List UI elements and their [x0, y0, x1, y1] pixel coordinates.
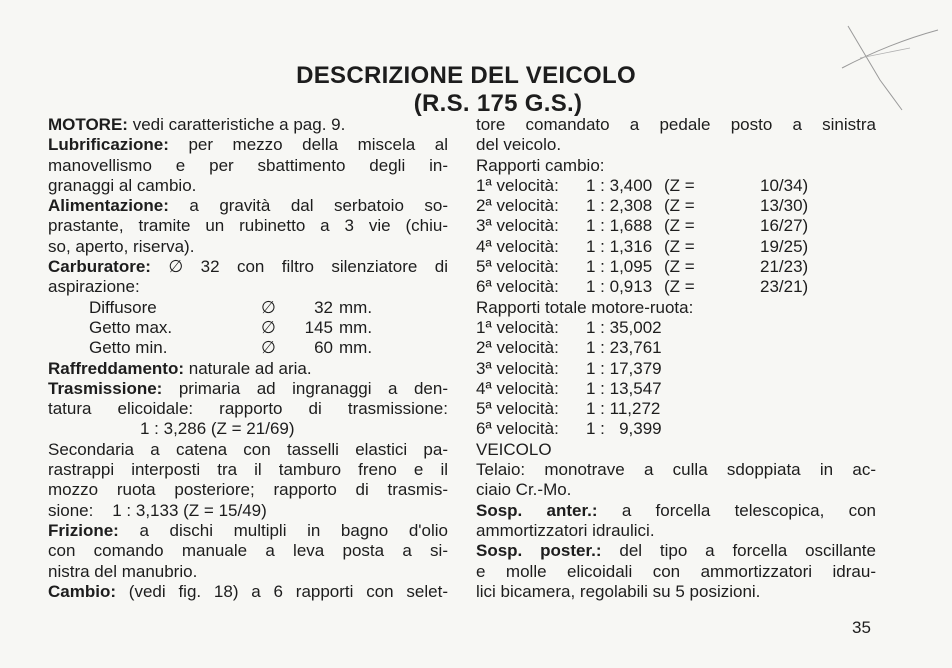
- cambio-continued-line-1: tore comandato a pedale posto a sinistra: [476, 115, 876, 134]
- carburatore-row: [48, 338, 448, 358]
- trasmissione-label: Trasmissione:: [48, 378, 163, 398]
- cambio-continued-line-2: del veicolo.: [476, 135, 562, 155]
- gear-z-prefix: (Z =: [664, 196, 695, 216]
- gear-label: 3ª velocità:: [476, 216, 559, 236]
- sosp-poster-line-1: [476, 541, 876, 561]
- gear-ratio-row: [476, 196, 876, 216]
- gear-ratio: 1 : 2,308: [586, 196, 653, 216]
- row-value: 32: [314, 297, 333, 317]
- gear-label: 1ª velocità:: [476, 175, 559, 195]
- page-subtitle: (R.S. 175 G.S.): [413, 90, 583, 117]
- alimentazione-label: Alimentazione:: [48, 196, 169, 216]
- sosp-anter-line-1: [476, 501, 876, 521]
- row-name: Getto min.: [89, 338, 168, 358]
- frizione-text-1: a dischi multipli in bagno d'olio: [139, 520, 448, 540]
- row-unit: mm.: [339, 317, 373, 337]
- gear-label: 1ª velocità:: [476, 317, 559, 337]
- row-value: 145: [304, 317, 333, 337]
- gear-label: 5ª velocità:: [476, 257, 559, 277]
- sosp-poster-line-3: lici bicamera, regolabili su 5 posizioni.: [476, 581, 761, 601]
- diameter-symbol: ∅: [261, 297, 276, 317]
- gear-z-prefix: (Z =: [664, 236, 695, 256]
- total-ratio: 1 : 23,761: [586, 338, 662, 358]
- total-ratio: 1 : 17,379: [586, 358, 662, 378]
- gear-z-value: 23/21): [760, 277, 809, 297]
- lubrificazione-label: Lubrificazione:: [48, 135, 169, 155]
- trasmissione-line-1: [48, 379, 448, 399]
- diameter-symbol: ∅: [261, 317, 276, 337]
- gear-ratio-row: [476, 176, 876, 196]
- raffreddamento-label: Raffreddamento:: [48, 358, 185, 378]
- lubrificazione-line-1: [48, 135, 448, 155]
- carburatore-line-1: [48, 257, 448, 277]
- secondaria-line-1: Secondaria a catena con tasselli elastici pa-: [48, 439, 448, 459]
- alimentazione-line-3: so, aperto, riserva).: [48, 236, 195, 256]
- telaio-line-1: Telaio: monotrave a culla sdoppiata in ac-: [476, 460, 876, 480]
- gear-label: 4ª velocità:: [476, 378, 559, 398]
- lubrificazione-line-3: granaggi al cambio.: [48, 175, 197, 195]
- gear-label: 6ª velocità:: [476, 277, 559, 297]
- frizione-label: Frizione:: [48, 520, 119, 540]
- gear-z-value: 10/34): [760, 175, 809, 195]
- total-ratio-row: [476, 338, 876, 358]
- veicolo-heading: VEICOLO: [476, 439, 552, 459]
- carburatore-line-2: aspirazione:: [48, 277, 140, 297]
- gear-label: 5ª velocità:: [476, 399, 559, 419]
- trasmissione-line-2: tatura elicoidale: rapporto di trasmissione:: [48, 399, 448, 419]
- row-value: 60: [314, 338, 333, 358]
- rapporti-totale-heading: Rapporti totale motore-ruota:: [476, 297, 694, 317]
- cambio-line-1: [48, 582, 448, 602]
- carburatore-row: [48, 318, 448, 338]
- page-number: 35: [852, 618, 871, 637]
- gear-z-value: 19/25): [760, 236, 809, 256]
- alimentazione-line-2: prastante, tramite un rubinetto a 3 vie (chiu-: [48, 216, 448, 236]
- row-unit: mm.: [339, 338, 373, 358]
- gear-z-prefix: (Z =: [664, 277, 695, 297]
- motore-line: [48, 115, 448, 135]
- row-unit: mm.: [339, 297, 373, 317]
- sosp-poster-text-1: del tipo a forcella oscillante: [619, 541, 876, 561]
- right-column: [476, 115, 876, 602]
- trasmissione-text-1: primaria ad ingranaggi a den-: [178, 378, 448, 398]
- carburatore-row: [48, 298, 448, 318]
- sosp-anter-line-2: ammortizzatori idraulici.: [476, 520, 655, 540]
- cambio-label: Cambio:: [48, 581, 116, 601]
- telaio-line-2: ciaio Cr.-Mo.: [476, 480, 572, 500]
- lubrificazione-text-1: per mezzo della miscela al: [188, 135, 448, 155]
- secondaria-line-2: rastrappi interposti tra il tamburo freno e il: [48, 460, 448, 480]
- frizione-line-3: nistra del manubrio.: [48, 561, 198, 581]
- gear-ratio-row: [476, 237, 876, 257]
- rapporti-cambio-heading: Rapporti cambio:: [476, 155, 605, 175]
- gear-ratio: 1 : 3,400: [586, 175, 653, 195]
- trasmissione-ratio: 1 : 3,286 (Z = 21/69): [140, 419, 295, 439]
- carburatore-text-1: ∅ 32 con filtro silenziatore di: [168, 257, 448, 277]
- motore-text: vedi caratteristiche a pag. 9.: [132, 115, 346, 134]
- gear-ratio: 1 : 0,913: [586, 277, 653, 297]
- total-ratio-row: [476, 399, 876, 419]
- total-ratio-row: [476, 419, 876, 439]
- total-ratio: 1 : 9,399: [586, 419, 662, 439]
- gear-label: 4ª velocità:: [476, 236, 559, 256]
- gear-z-prefix: (Z =: [664, 257, 695, 277]
- row-name: Diffusore: [89, 297, 157, 317]
- cambio-text-1: (vedi fig. 18) a 6 rapporti con selet-: [128, 581, 448, 601]
- lubrificazione-line-2: manovellismo e per sbattimento degli in-: [48, 155, 448, 175]
- gear-label: 6ª velocità:: [476, 419, 559, 439]
- motore-label: MOTORE:: [48, 115, 128, 134]
- gear-ratio: 1 : 1,316: [586, 236, 653, 256]
- gear-z-value: 13/30): [760, 196, 809, 216]
- gear-z-prefix: (Z =: [664, 175, 695, 195]
- gear-z-value: 16/27): [760, 216, 809, 236]
- raffreddamento-line: [48, 359, 448, 379]
- gear-z-value: 21/23): [760, 257, 809, 277]
- gear-label: 2ª velocità:: [476, 338, 559, 358]
- alimentazione-line-1: [48, 196, 448, 216]
- total-ratio: 1 : 35,002: [586, 317, 662, 337]
- raffreddamento-text: naturale ad aria.: [188, 358, 312, 378]
- sosp-anter-text-1: a forcella telescopica, con: [621, 500, 876, 520]
- gear-label: 2ª velocità:: [476, 196, 559, 216]
- total-ratio: 1 : 13,547: [586, 378, 662, 398]
- sosp-anter-label: Sosp. anter.:: [476, 500, 598, 520]
- sosp-poster-label: Sosp. poster.:: [476, 541, 602, 561]
- page-title: DESCRIZIONE DEL VEICOLO: [296, 62, 636, 89]
- total-ratio-row: [476, 379, 876, 399]
- gear-ratio: 1 : 1,095: [586, 257, 653, 277]
- frizione-line-1: [48, 521, 448, 541]
- total-ratio: 1 : 11,272: [586, 399, 661, 419]
- carburatore-label: Carburatore:: [48, 257, 151, 277]
- gear-ratio-row: [476, 277, 876, 297]
- sosp-poster-line-2: e molle elicoidali con ammortizzatori idrau-: [476, 561, 876, 581]
- gear-label: 3ª velocità:: [476, 358, 559, 378]
- gear-ratio-row: [476, 216, 876, 236]
- alimentazione-text-1: a gravità dal serbatoio so-: [189, 196, 448, 216]
- gear-z-prefix: (Z =: [664, 216, 695, 236]
- gear-ratio: 1 : 1,688: [586, 216, 653, 236]
- row-name: Getto max.: [89, 317, 173, 337]
- frizione-line-2: con comando manuale a leva posta a si-: [48, 541, 448, 561]
- total-ratio-row: [476, 318, 876, 338]
- diameter-symbol: ∅: [261, 338, 276, 358]
- left-column: [48, 115, 448, 602]
- secondaria-line-3: mozzo ruota posteriore; rapporto di trasmis-: [48, 480, 448, 500]
- gear-ratio-row: [476, 257, 876, 277]
- secondaria-line-4: sione: 1 : 3,133 (Z = 15/49): [48, 500, 267, 520]
- total-ratio-row: [476, 359, 876, 379]
